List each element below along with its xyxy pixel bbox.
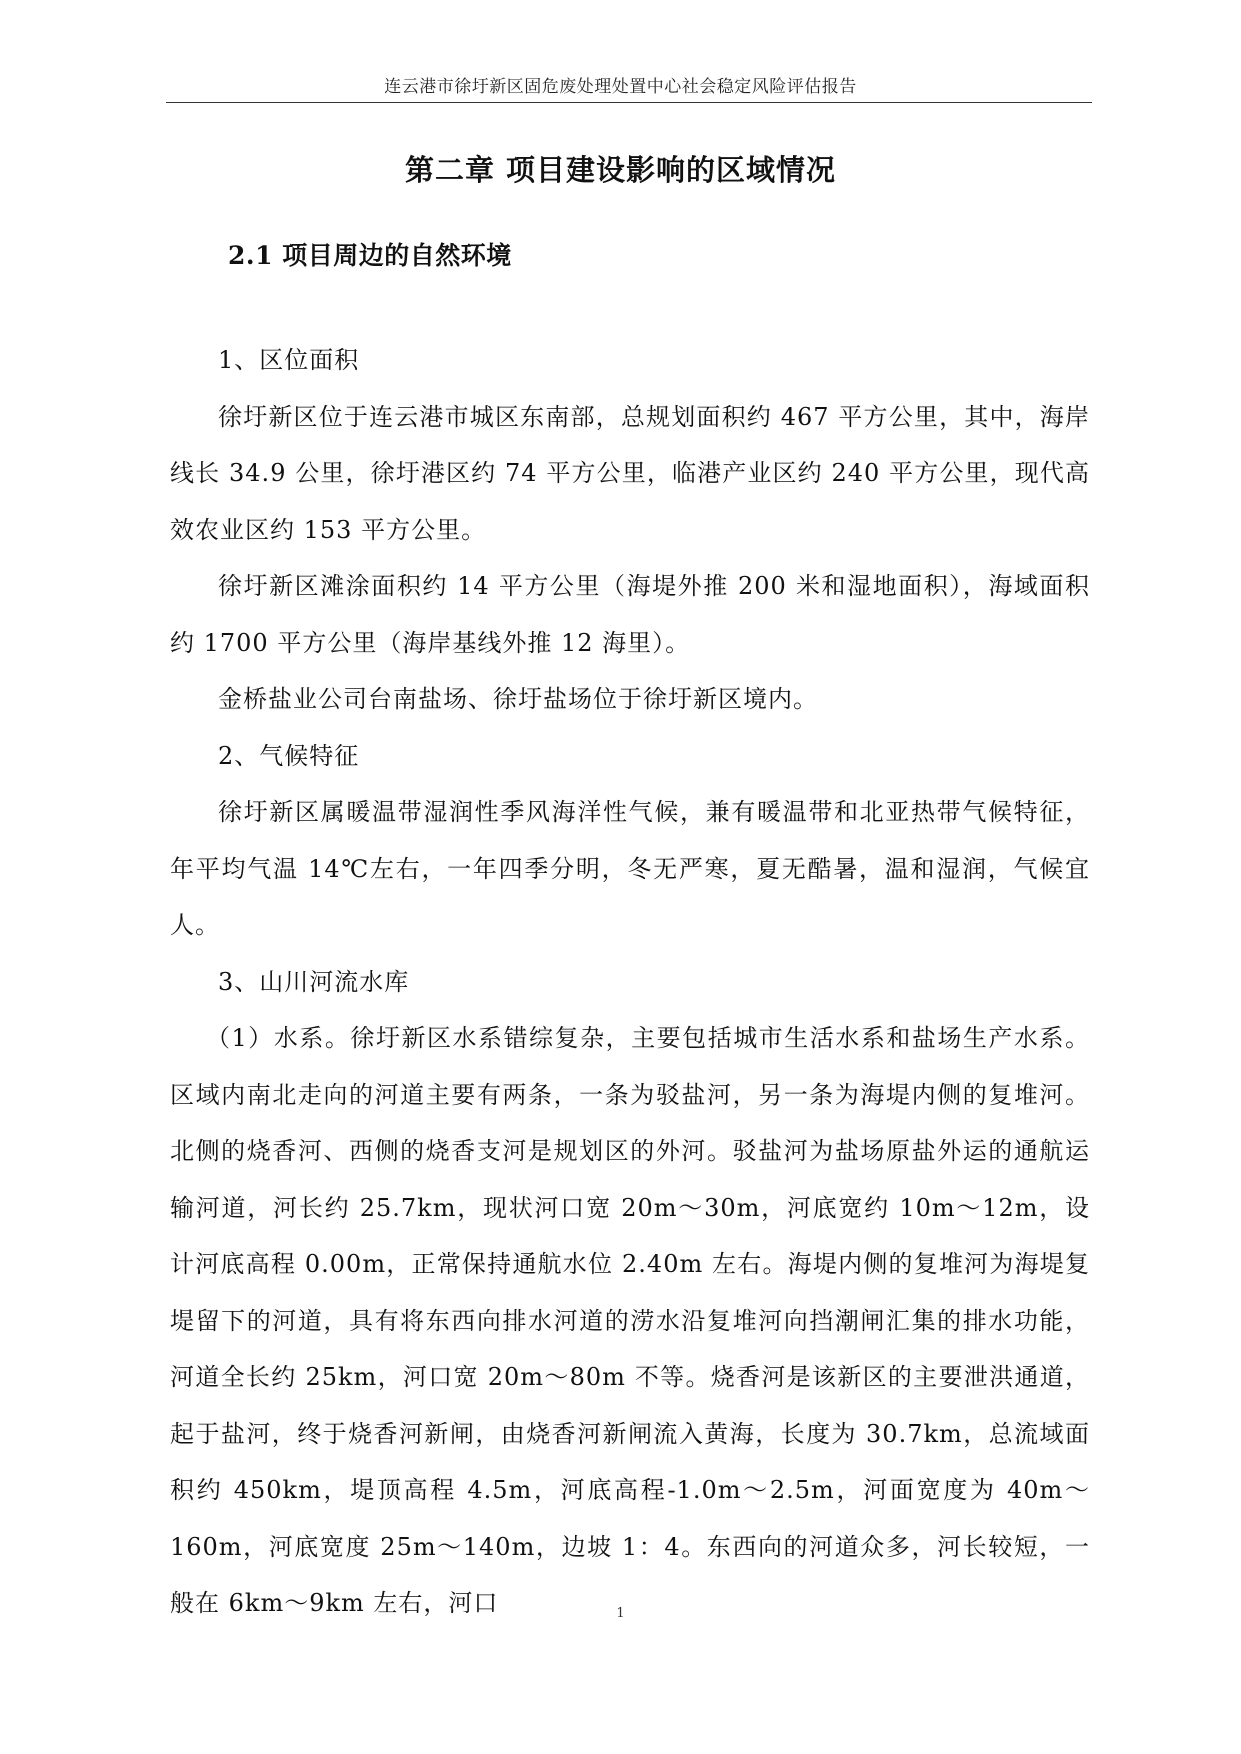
running-header: 连云港市徐圩新区固危废处理处置中心社会稳定风险评估报告 [384,77,857,97]
paragraph: 徐圩新区属暖温带湿润性季风海洋性气候，兼有暖温带和北亚热带气候特征，年平均气温 14℃左右，一年四季分明，冬无严寒，夏无酷暑，温和湿润，气候宜人。 [170,798,1090,939]
subheading-rivers: 3、山川河流水库 [218,967,410,996]
paragraph: （1）水系。徐圩新区水系错综复杂，主要包括城市生活水系和盐场生产水系。区域内南北走向的河道主要有两条，一条为驳盐河，另一条为海堤内侧的复堆河。北侧的烧香河、西侧的烧香支河是规划区的外河。驳盐河为盐场原盐外运的通航运输河道，河长约 25.7km，现状河口宽 20m～30m，河底宽约 10m～12m，设计河底高程 0.00m，正常保持通航水位 2.40m 左右。海堤内侧的复堆河为海堤复堤留下的河道，具有将东西向排水河道的涝水沿复堆河向挡潮闸汇集的排水功能，河道全长约 25km，河口宽 20m～80m 不等。烧香河是该新区的主要泄洪通道，起于盐河，终于烧香河新闸，由烧香河新闸流入黄海，长度为 30.7km，总流域面积约 450km，堤顶高程 4.5m，河底高程-1.0m～2.5m，河面宽度为 40m～160m，河底宽度 25m～140m，边坡 1：4。东西向的河道众多，河长较短，一般在 6km～9km 左右，河口 [170,1024,1090,1617]
subheading-climate: 2、气候特征 [218,741,360,770]
header-divider [166,102,1092,103]
page-number: 1 [616,1606,625,1621]
paragraph: 徐圩新区位于连云港市城区东南部，总规划面积约 467 平方公里，其中，海岸线长 34.9 公里，徐圩港区约 74 平方公里，临港产业区约 240 平方公里，现代高效农业区约 153 平方公里。 [170,402,1090,544]
paragraph: 金桥盐业公司台南盐场、徐圩盐场位于徐圩新区境内。 [218,685,818,713]
subheading-location-area: 1、区位面积 [218,346,360,374]
section-title: 2.1 项目周边的自然环境 [228,241,512,270]
body-text [170,332,1090,1632]
paragraph: 徐圩新区滩涂面积约 14 平方公里（海堤外推 200 米和湿地面积），海域面积约 1700 平方公里（海岸基线外推 12 海里）。 [170,572,1090,657]
chapter-title: 第二章 项目建设影响的区域情况 [404,153,837,187]
